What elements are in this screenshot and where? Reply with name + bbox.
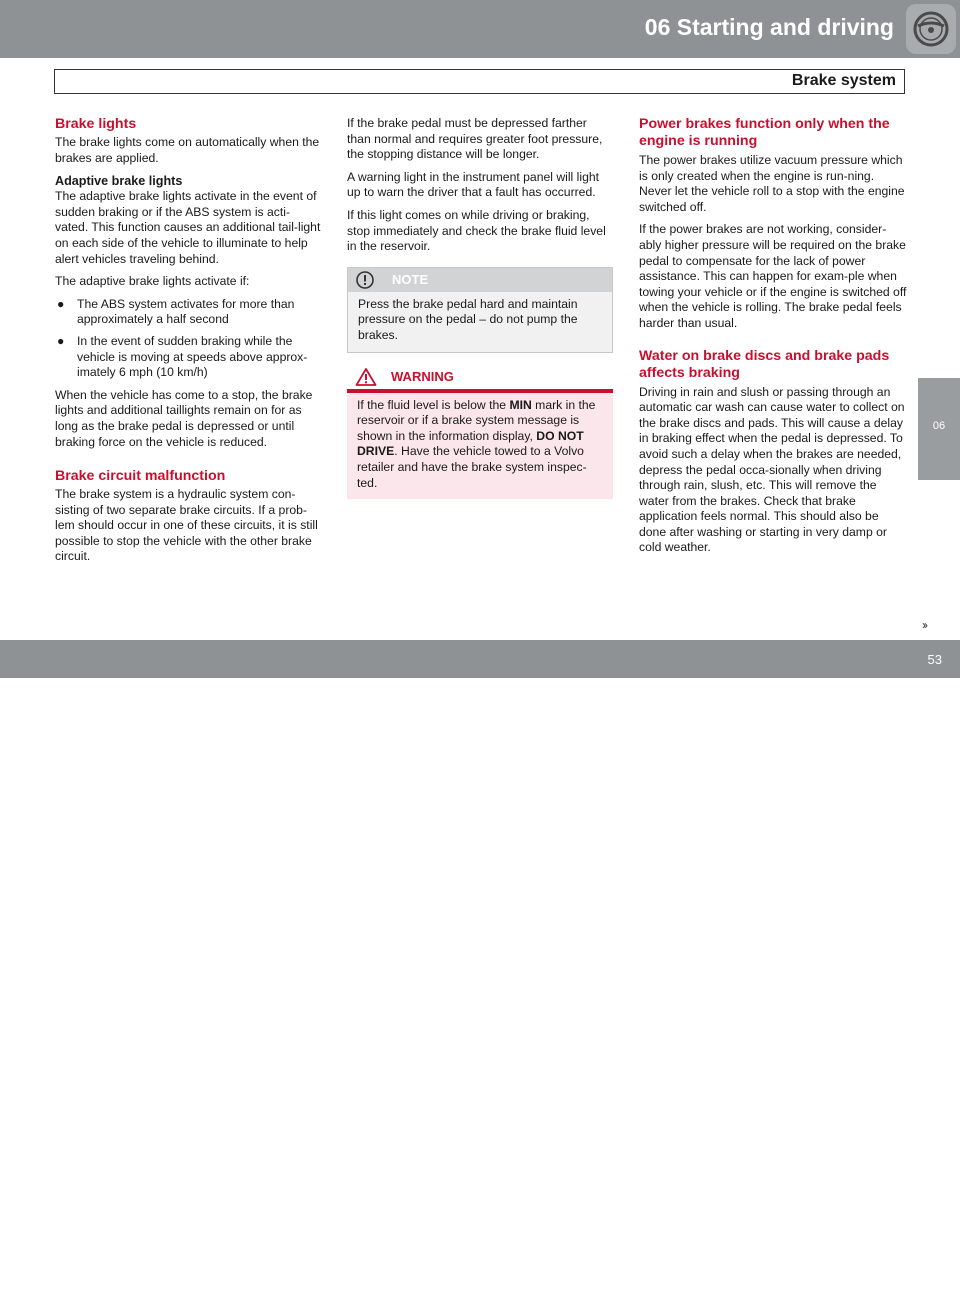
activation-list [55, 297, 321, 381]
warning-text-part: . Have the vehicle towed to a Volvo retailer and have the brake system inspec-ted. [357, 444, 587, 490]
bullet-text: The ABS system activates for more than approximately a half second [77, 296, 295, 327]
adaptive-brake-lights-text: The adaptive brake lights activate in the event of sudden braking or if the ABS system is acti-vated. This function causes an additional tail-light on each side of the vehicle to illuminate to help alert vehicles traveling behind. [55, 189, 321, 266]
note-title: NOTE [392, 271, 429, 287]
power-brakes-text-2: If the power brakes are not working, consider-ably higher pressure will be required on the brake pedal to compensate for the lack of power assistance. This can happen for exam-ple when towing your vehicle or if the engine is switched off when the vehicle is rolling. The brake pedal feels harder than usual. [639, 222, 907, 330]
note-box [347, 267, 613, 353]
bullet-text: In the event of sudden braking while the vehicle is moving at speeds above approx-imately 6 mph (10 km/h) [77, 333, 308, 380]
page-footer [0, 640, 960, 1308]
min-mark-text: MIN [509, 397, 532, 412]
page-number: 53 [927, 652, 942, 667]
stop-text: When the vehicle has come to a stop, the brake lights and additional taillights remain on for as long as the brake pedal is depressed or until braking force on the vehicle is reduced. [55, 387, 313, 449]
activate-if-text: The adaptive brake lights activate if: [55, 274, 250, 289]
warning-text-part: mark in the reservoir or if a brake system message is shown in the information display, [357, 397, 596, 443]
bullet-icon: ● [57, 333, 65, 348]
bullet-icon: ● [57, 296, 65, 311]
brake-lights-text: The brake lights come on automatically when the brakes are applied. [55, 135, 320, 165]
power-brakes-text-1: The power brakes utilize vacuum pressure which is only created when the engine is run-ning. Never let the vehicle roll to a stop with the engine switched off. [639, 153, 905, 214]
check-fluid-text: If this light comes on while driving or braking, stop immediately and check the brake fluid level in the reservoir. [347, 207, 606, 254]
section-title: Brake system [791, 72, 896, 89]
water-on-brakes-heading: Water on brake discs and brake pads affects braking [639, 347, 890, 381]
page-header [0, 0, 960, 58]
warning-title: WARNING [391, 368, 454, 384]
adaptive-brake-lights-heading: Adaptive brake lights [55, 174, 183, 189]
power-brakes-heading: Power brakes function only when the engine is running [639, 116, 890, 149]
column-2 [347, 116, 613, 499]
column-1 [55, 116, 321, 572]
warning-light-text: A warning light in the instrument panel will light up to warn the driver that a fault has occurred. [347, 169, 600, 200]
chapter-title: 06 Starting and driving [644, 14, 894, 40]
warning-text [347, 393, 613, 500]
warning-box [347, 365, 613, 500]
list-item [55, 297, 321, 328]
side-tab-label: 06 [932, 420, 946, 432]
note-text: Press the brake pedal hard and maintain pressure on the pedal – do not pump the brakes. [358, 296, 578, 342]
brake-lights-heading: Brake lights [55, 116, 137, 132]
warning-header [347, 365, 613, 393]
continue-arrows-icon: ›› [922, 618, 926, 632]
do-not-drive-text: DO NOT DRIVE [357, 428, 584, 459]
chapter-side-tab [918, 378, 960, 480]
watermark: carmanualsonline.info [570, 1286, 783, 1308]
list-item [55, 334, 321, 381]
note-header [348, 268, 612, 292]
warning-text-part: If the fluid level is below the [357, 397, 510, 412]
column-3 [639, 116, 907, 563]
brake-circuit-malfunction-heading: Brake circuit malfunction [55, 468, 226, 485]
malfunction-text: The brake system is a hydraulic system con-sisting of two separate brake circuits. If a prob-lem should occur in one of these circuits, it is still possible to stop the vehicle with the other brake circuit. [55, 487, 318, 564]
water-on-brakes-text: Driving in rain and slush or passing through an automatic car wash can cause water to collect on the brake discs and pads. This will cause a delay in braking effect when the pedal is depressed. To avoid such a delay when the brakes are needed, depress the pedal occa-sionally when driving through rain, slush, etc. This will remove the water from the brakes. Check that brake application feels normal. This should also be done after washing or starting in very damp or cold weather. [639, 384, 905, 555]
section-bar [54, 69, 905, 94]
pedal-depressed-text: If the brake pedal must be depressed farther than normal and requires greater foot pressure, the stopping distance will be longer. [347, 116, 603, 162]
steering-wheel-icon [906, 4, 956, 54]
warning-triangle-icon [355, 367, 377, 387]
info-icon [356, 271, 374, 289]
